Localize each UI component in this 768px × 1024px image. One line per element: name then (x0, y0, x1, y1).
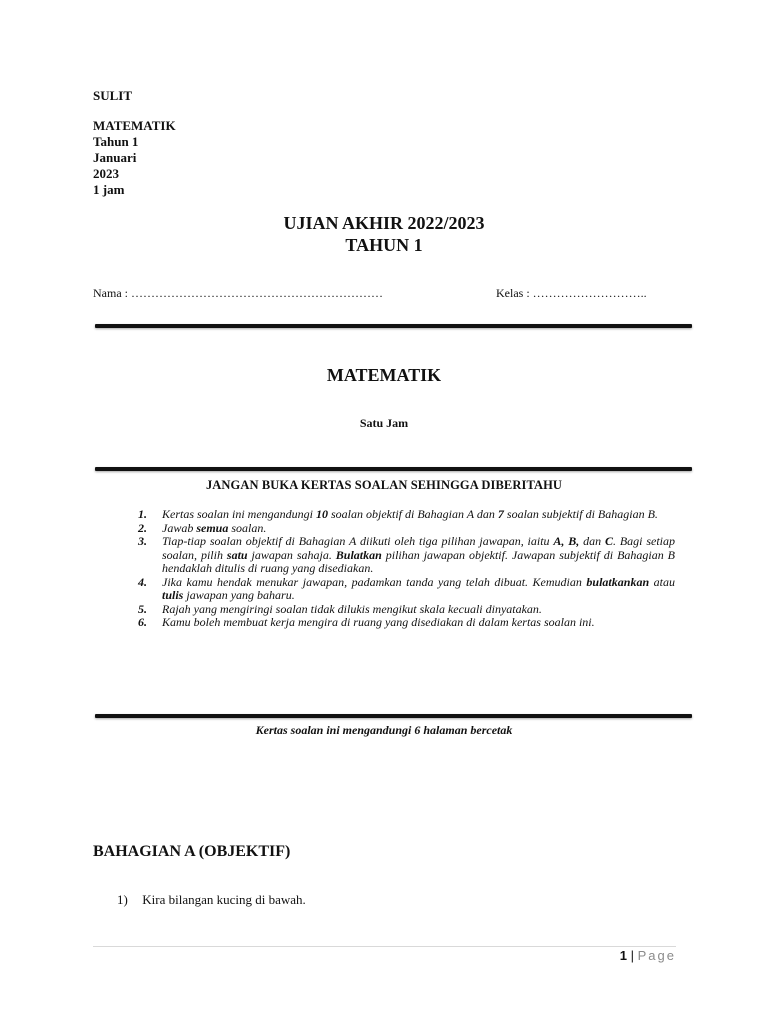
instruction-number: 1. (138, 507, 147, 521)
page-number: 1 (619, 948, 627, 963)
instruction-text: soalan subjektif di Bahagian B. (503, 507, 658, 521)
instruction-number: 3. (138, 534, 147, 548)
pages-note: Kertas soalan ini mengandungi 6 halaman bercetak (255, 723, 513, 737)
exam-title-line1: UJIAN AKHIR 2022/2023 (283, 213, 485, 233)
page-footer (620, 948, 676, 963)
instruction-emphasis: C (604, 534, 613, 548)
question-1 (117, 892, 306, 908)
instruction-number: 2. (138, 520, 147, 535)
instruction-emphasis: Bulatkan (335, 547, 382, 562)
section-title: BAHAGIAN A (OBJEKTIF) (93, 843, 291, 860)
question-number: 1) (117, 892, 128, 907)
instruction-text: Rajah yang mengiringi soalan tidak dilukis mengikut skala kecuali dinyatakan. (162, 601, 542, 616)
exam-title (0, 212, 768, 256)
instruction-item (120, 508, 675, 522)
instruction-emphasis: A, B, (553, 534, 580, 548)
instruction-text: soalan objektif di Bahagian A dan (328, 507, 498, 521)
instruction-item (120, 603, 675, 617)
instruction-emphasis: 7 (497, 507, 504, 521)
instructions-heading: JANGAN BUKA KERTAS SOALAN SEHINGGA DIBERITAHU (205, 478, 563, 492)
instruction-emphasis: 10 (316, 507, 329, 521)
instructions-list (120, 508, 675, 630)
instruction-text: atau (649, 574, 675, 589)
instruction-number: 6. (138, 615, 147, 629)
instruction-text: Kertas soalan ini mengandungi (162, 507, 317, 521)
header-exam-year: 2023 (93, 166, 119, 181)
page-word: Page (637, 948, 676, 963)
instruction-text: Kamu boleh membuat kerja mengira di ruang yang disediakan di dalam kertas soalan ini. (162, 615, 595, 629)
instruction-emphasis: bulatkankan (586, 574, 650, 589)
confidential-label: SULIT (93, 88, 133, 103)
instruction-text: dan (579, 534, 605, 548)
header-year: Tahun 1 (93, 134, 139, 149)
instruction-text: jawapan yang baharu. (183, 588, 295, 602)
divider-bottom (95, 714, 692, 718)
instruction-item (120, 522, 675, 536)
instruction-item (120, 576, 675, 603)
instruction-text: . Bagi setiap soalan, pilih (162, 534, 676, 562)
footer-divider (93, 946, 676, 947)
instruction-text: Jawab (162, 520, 197, 535)
exam-title-line2: TAHUN 1 (345, 235, 423, 255)
instruction-number: 5. (138, 601, 147, 616)
instruction-text: pilihan jawapan objektif. Jawapan subjektif di Bahagian B hendaklah ditulis di ruang yang disediakan. (162, 547, 676, 575)
instruction-emphasis: satu (226, 547, 248, 562)
header-month: Januari (93, 150, 137, 165)
name-field[interactable]: Nama : ……………………………………………………… (93, 286, 383, 300)
question-text: Kira bilangan kucing di bawah. (142, 892, 306, 907)
divider-top (95, 324, 692, 328)
instruction-text: jawapan sahaja. (247, 547, 336, 562)
instruction-item (120, 535, 675, 576)
instruction-text: Jika kamu hendak menukar jawapan, padamkan tanda yang telah dibuat. Kemudian (162, 574, 587, 589)
instruction-text: Tiap-tiap soalan objektif di Bahagian A diikuti oleh tiga pilihan jawapan, iaitu (162, 534, 554, 548)
instruction-emphasis: tulis (162, 588, 184, 602)
header-duration: 1 jam (93, 182, 125, 197)
class-field[interactable]: Kelas : ……………………….. (496, 286, 647, 300)
header-subject: MATEMATIK (93, 118, 176, 133)
subject-title: MATEMATIK (326, 365, 442, 385)
subject-duration: Satu Jam (359, 416, 409, 430)
document-header (93, 88, 176, 198)
instruction-emphasis: semua (196, 520, 229, 535)
page-separator: | (630, 948, 634, 963)
instruction-item (120, 616, 675, 630)
divider-middle (95, 467, 692, 471)
instruction-number: 4. (138, 574, 147, 589)
instruction-text: soalan. (228, 520, 267, 535)
